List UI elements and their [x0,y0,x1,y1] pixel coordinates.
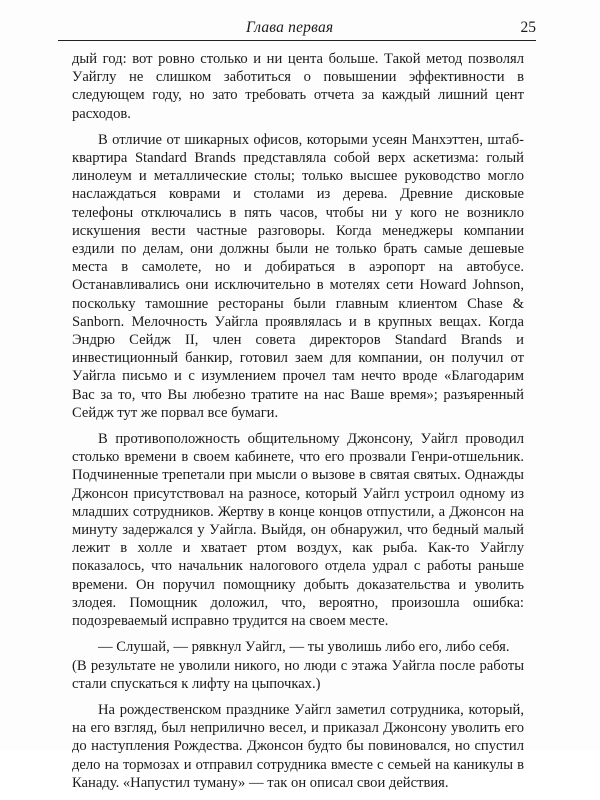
paragraph-5-aside: (В результате не уволили никого, но люди с этажа Уайгла после работы стали спускаться к лифту на цыпочках.) [72,657,524,692]
body-text [72,50,524,800]
running-head [58,18,536,41]
paragraph-4-dialogue: — Слушай, — рявкнул Уайгл, — ты уволишь либо его, либо себя. [98,639,510,656]
paragraph-1: дый год: вот ровно столько и ни цента больше. Такой метод позволял Уайглу не слишком заботиться о повышении эффективности в следующем году, но зато требовать отчета за каждый лишний цент расходов. [72,51,524,122]
chapter-title: Глава первая [246,19,334,36]
page-number: 25 [520,19,536,36]
paragraph-2: В отличие от шикарных офисов, которыми усеян Манхэттен, штаб-квартира Standard Brands представляла собой верх аскетизма: голый линолеум и металлические столы; только высшее руководство могло наслаждаться коврами и столами из дерева. Древние дисковые телефоны отключались в пять часов, чтобы ни у кого не возникло искушения вести частные разговоры. Когда менеджеры компании ездили по делам, они должны были не только брать самые дешевые места в самолете, но и добираться в аэропорт на автобусе. Останавливались они исключительно в мотелях сети Howard Johnson, поскольку тамошние рестораны были главным клиентом Chase & Sanborn. Мелочность Уайгла проявлялась и в крупных вещах. Когда Эндрю Сейдж II, член совета директоров Standard Brands и инвестиционный банкир, готовил заем для компании, он получил от Уайгла письмо и с изумлением прочел там нечто вроде «Благодарим Вас за то, что Вы любезно тратите на нас Ваше время»; разъяренный Сейдж тут же порвал все бумаги. [72,131,524,421]
paragraph-6: На рождественском празднике Уайгл заметил сотрудника, который, на его взгляд, был неприлично весел, и приказал Джонсону уволить его до наступления Рождества. Джонсон будто бы повиновался, но спустил дело на тормозах и отправил сотрудника вместе с семьей на каникулы в Канаду. «Напустил туману» — так он описал свои действия. [72,701,524,791]
paragraph-3: В противоположность общительному Джонсону, Уайгл проводил столько времени в своем кабинете, что его прозвали Генри-отшельник. Подчиненные трепетали при мысли о вызове в святая святых. Однажды Джонсон присутствовал на разносе, который Уайгл устроил одному из младших сотрудников. Жертву в конце концов отпустили, а Джонсон на минуту задержался у Уайгла. Выйдя, он обнаружил, что бедный малый лежит в холле и хватает ртом воздух, как рыба. Как-то Уайглу показалось, что начальник налогового отдела удрал с работы раньше времени. Он поручил помощнику добыть доказательства и уволить злодея. Помощник доложил, что, вероятно, произошла ошибка: подозреваемый исправно трудится на своем месте. [72,431,524,630]
